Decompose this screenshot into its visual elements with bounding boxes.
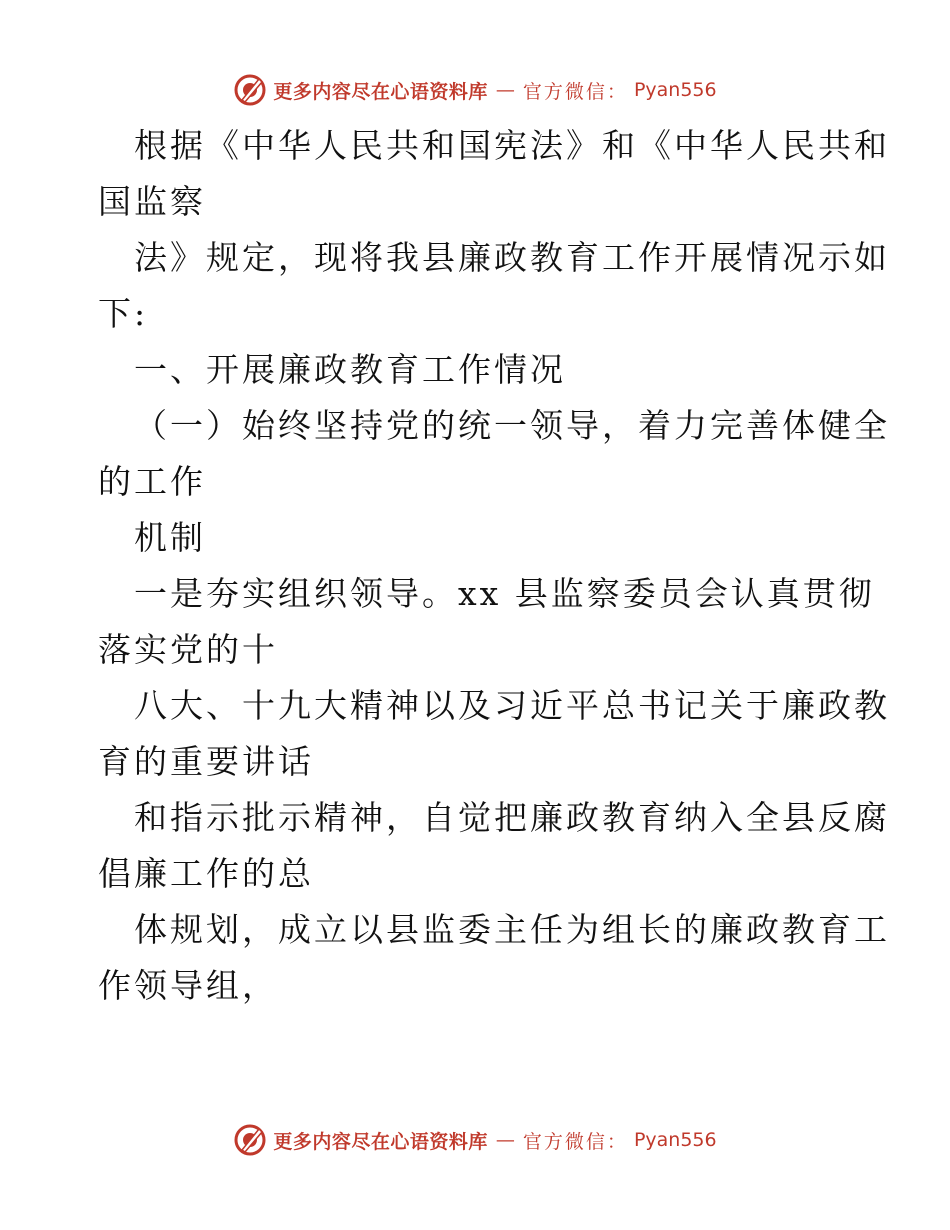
document-line: 法》规定，现将我县廉政教育工作开展情况示如 (134, 238, 890, 277)
document-line: 国监察 (98, 182, 206, 221)
document-line: 的工作 (98, 462, 206, 501)
banner-wechat-label: 官方微信： (522, 1130, 628, 1153)
document-line: 八大、十九大精神以及习近平总书记关于廉政教 (134, 686, 890, 725)
document-line: 体规划，成立以县监委主任为组长的廉政教育工 (134, 910, 890, 949)
document-line: 作领导组， (98, 966, 278, 1005)
banner-text: 更多内容尽在心语资料库 (273, 80, 488, 103)
banner-dash: — (495, 79, 515, 101)
banner-wechat-label: 官方微信： (522, 80, 628, 103)
document-line: 育的重要讲话 (98, 742, 314, 781)
pen-circle-logo-icon (233, 1123, 267, 1157)
pen-circle-logo-icon (233, 73, 267, 107)
document-line: 一是夯实组织领导。xx 县监察委员会认真贯彻 (134, 574, 875, 613)
document-line: 倡廉工作的总 (98, 854, 314, 893)
document-line: 根据《中华人民共和国宪法》和《中华人民共和 (134, 126, 890, 165)
document-line: 机制 (134, 518, 206, 557)
banner-wechat-id: Pyan556 (633, 79, 717, 101)
banner-wechat-id: Pyan556 (633, 1129, 717, 1151)
banner-dash: — (495, 1129, 515, 1151)
document-body (98, 118, 890, 1014)
document-line: 落实党的十 (98, 630, 278, 669)
header-watermark-banner (0, 70, 950, 110)
footer-watermark-banner (0, 1120, 950, 1160)
document-line: 下: (98, 294, 149, 333)
document-line: （一）始终坚持党的统一领导，着力完善体健全 (134, 406, 890, 445)
banner-text: 更多内容尽在心语资料库 (273, 1130, 488, 1153)
document-line: 和指示批示精神，自觉把廉政教育纳入全县反腐 (134, 798, 890, 837)
document-line: 一、开展廉政教育工作情况 (134, 350, 566, 389)
